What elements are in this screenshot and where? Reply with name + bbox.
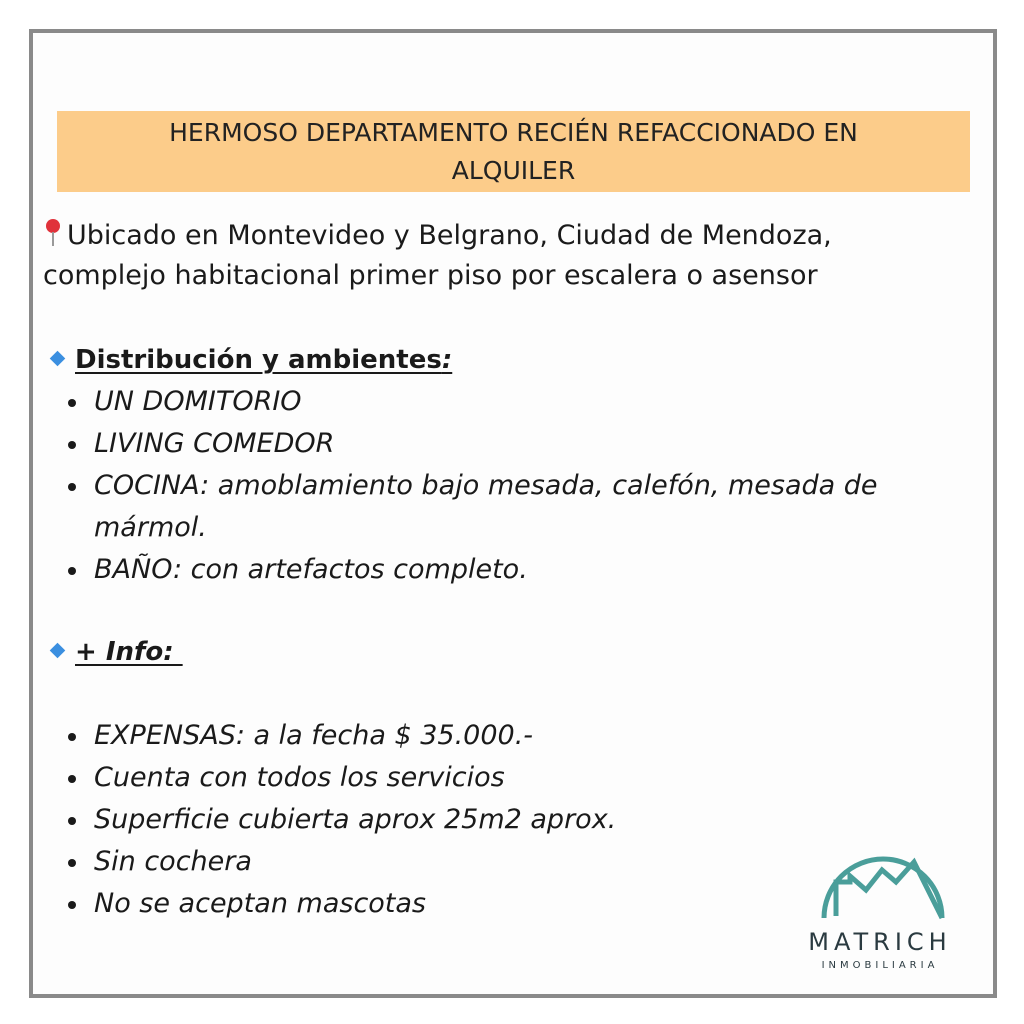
intro-text [43,216,973,296]
list-item: Sin cochera [62,841,962,883]
list-item: No se aceptan mascotas [62,883,962,925]
list-item: Cuenta con todos los servicios [62,757,962,799]
section1-list [62,381,962,591]
location-pin-icon [43,217,63,247]
logo-subtitle: INMOBILIARIA [821,960,939,971]
logo-name: MATRICH [808,928,952,956]
list-item: UN DOMITORIO [62,381,962,423]
list-item: EXPENSAS: a la fecha $ 35.000.- [62,715,962,757]
title-line-2: ALQUILER [451,156,576,185]
title-line-1: HERMOSO DEPARTAMENTO RECIÉN REFACCIONADO EN [169,118,858,147]
section1-heading-colon: : [441,345,453,375]
diamond-bullet-icon [50,643,66,659]
section-heading-info [47,632,183,672]
title-banner [57,111,970,192]
diamond-bullet-icon [50,351,66,367]
list-item: Superficie cubierta aprox 25m2 aprox. [62,799,962,841]
section-heading-distribucion [47,340,452,380]
list-item: BAÑO: con artefactos completo. [62,549,962,591]
intro-line-1: Ubicado en Montevideo y Belgrano, Ciudad de Mendoza, [67,220,832,251]
intro-line-2: complejo habitacional primer piso por escalera o asensor [43,260,818,291]
list-item: LIVING COMEDOR [62,423,962,465]
section2-heading-text: + Info: [75,637,183,667]
list-item: COCINA: amoblamiento bajo mesada, calefón, mesada de mármol. [62,465,962,549]
section1-heading-text: Distribución y ambientes [75,345,442,375]
